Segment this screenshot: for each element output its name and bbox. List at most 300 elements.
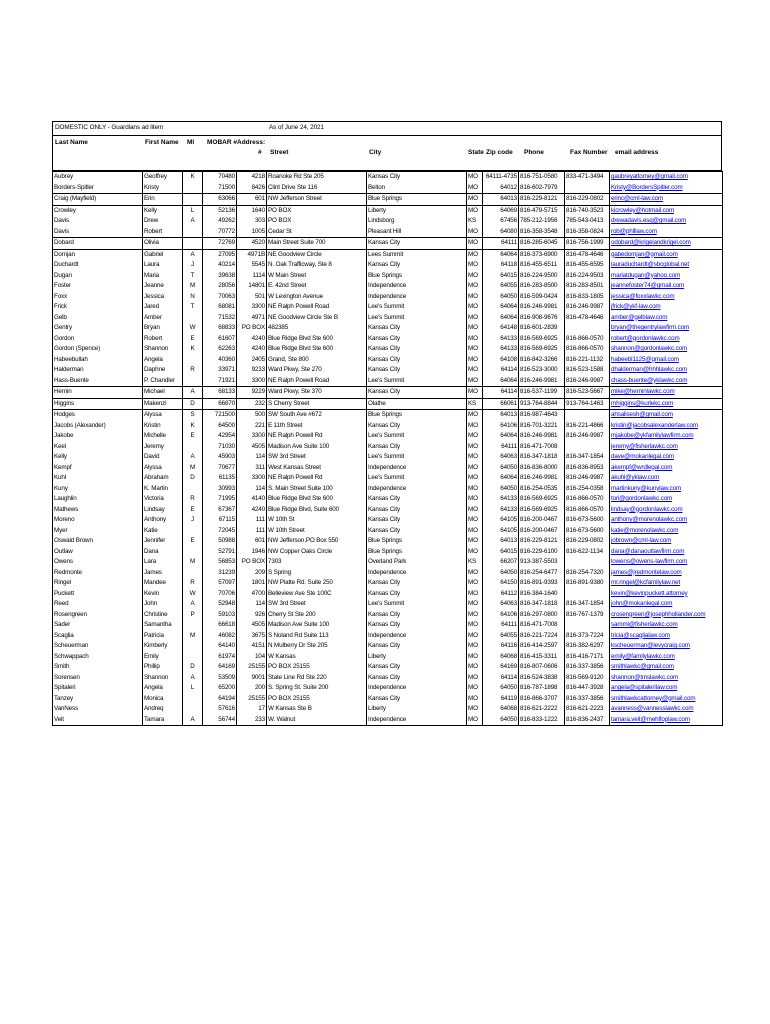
cell-mi — [183, 238, 203, 250]
cell-city: Kansas City — [367, 641, 467, 652]
cell-fax: 816-337-3856 — [565, 662, 610, 673]
cell-fax: 785-543-0413 — [565, 216, 610, 227]
cell-mobar: 59103 — [203, 610, 237, 621]
cell-street: NE Goodview Circle Ste B — [267, 313, 367, 324]
sheet-title: DOMESTIC ONLY - Guardians ad litem — [55, 124, 164, 131]
cell-street-number: 303 — [237, 216, 267, 227]
cell-mobar: 72045 — [203, 526, 237, 537]
cell-state: MO — [467, 292, 483, 303]
guardians-table — [52, 171, 723, 726]
table-row — [53, 715, 723, 726]
cell-email[interactable]: akempf@wrdlegal.com — [611, 463, 673, 471]
cell-street: PO BOX 25155 — [267, 694, 367, 705]
cell-email[interactable]: ahsalisesh@gmail.com — [610, 410, 723, 421]
cell-last-name: Davis — [53, 216, 143, 227]
cell-city: Lee's Summit — [367, 376, 467, 387]
cell-fax: 833-471-3494 — [565, 172, 610, 183]
table-row — [53, 292, 723, 303]
cell-fax — [565, 442, 610, 453]
cell-mi: R — [183, 365, 203, 376]
cell-street-number: 209 — [237, 568, 267, 579]
cell-zip: 64133 — [483, 344, 519, 355]
cell-fax: 816-740-3523 — [565, 205, 610, 216]
cell-email[interactable]: dhalderman@hhhlawkc.com — [611, 366, 688, 374]
cell-street-number: 4971B — [237, 249, 267, 260]
cell-mobar: 65200 — [203, 683, 237, 694]
cell-last-name: Redmonte — [53, 568, 143, 579]
cell-zip: 64050 — [483, 568, 519, 579]
cell-email[interactable]: james@jredmontelaw.com — [611, 568, 682, 576]
cell-first-name: Victoria — [143, 494, 183, 505]
cell-street: Grand, Ste 800 — [267, 355, 367, 366]
cell-mobar: 50988 — [203, 536, 237, 547]
cell-street-number: 601 — [237, 194, 267, 206]
cell-last-name: Hernin — [53, 387, 143, 399]
cell-zip: 64050 — [483, 683, 519, 694]
cell-first-name: Monica — [143, 694, 183, 705]
cell-street-number: 3300 — [237, 376, 267, 387]
column-header-row — [52, 136, 722, 171]
cell-state: MO — [467, 463, 483, 474]
cell-email[interactable]: erinc@cml-law.com — [610, 194, 723, 206]
cell-zip: 64133 — [483, 505, 519, 516]
table-row — [53, 205, 723, 216]
cell-first-name: Shannon — [143, 344, 183, 355]
cell-phone: 816-254-6477 — [519, 568, 565, 579]
cell-city: Blue Springs — [367, 410, 467, 421]
cell-email[interactable]: sammi@fisherlawkc.com — [611, 621, 678, 629]
table-row — [53, 216, 723, 227]
cell-mi: K — [183, 172, 203, 183]
cell-first-name: Jeremy — [143, 442, 183, 453]
cell-email[interactable]: shannon@tmslawkc.com — [611, 673, 679, 681]
cell-street: Cedar St — [267, 227, 367, 238]
cell-fax: 816-478-4646 — [565, 313, 610, 324]
cell-street-number: 114 — [237, 452, 267, 463]
cell-city: Kansas City — [367, 442, 467, 453]
cell-last-name: Jacobs (Alexander) — [53, 421, 143, 432]
cell-zip: 64106 — [483, 421, 519, 432]
table-row — [53, 683, 723, 694]
cell-email[interactable]: anthony@morenolawkc.com — [611, 516, 688, 524]
col-mobar: MOBAR # — [207, 139, 237, 146]
cell-street: West Kansas Street — [267, 463, 367, 474]
cell-street: Roanoke Rd Ste 205 — [267, 172, 367, 183]
cell-phone: 816-621-2222 — [519, 704, 565, 715]
cell-zip: 66207 — [483, 557, 519, 568]
cell-first-name: Patricia — [143, 631, 183, 642]
cell-email[interactable]: shannon@gordonlawkc.com — [611, 345, 688, 353]
cell-last-name: Smith — [53, 662, 143, 673]
cell-zip: 64118 — [483, 260, 519, 271]
table-row — [53, 260, 723, 271]
table-row — [53, 526, 723, 537]
cell-first-name: Jennifer — [143, 536, 183, 547]
cell-email[interactable]: kristin@jacobsalexanderlaw.com — [611, 421, 698, 429]
cell-first-name: Geoffrey — [143, 172, 183, 183]
cell-phone: 816-842-3266 — [519, 355, 565, 366]
cell-city: Lee's Summit — [367, 313, 467, 324]
cell-last-name: Myer — [53, 526, 143, 537]
cell-email[interactable]: lindsay@gordonlawkc.com — [611, 505, 683, 513]
cell-state: MO — [467, 410, 483, 421]
cell-fax: 816-523-5667 — [565, 387, 610, 399]
table-row — [53, 442, 723, 453]
cell-state: MO — [467, 662, 483, 673]
cell-email[interactable]: john@mokanlegal.com — [611, 600, 673, 608]
cell-street-number: 1946 — [237, 547, 267, 558]
cell-email[interactable]: emily@familylawkc.com — [611, 652, 675, 660]
cell-mi: P — [183, 610, 203, 621]
cell-street: S Spring — [267, 568, 367, 579]
cell-first-name: John — [143, 599, 183, 610]
cell-street-number: 3300 — [237, 431, 267, 442]
cell-mobar: 42954 — [203, 431, 237, 442]
cell-street-number: 9233 — [237, 365, 267, 376]
cell-mi: A — [183, 387, 203, 399]
cell-email[interactable]: gaubreyattorney@gmail.com — [610, 172, 723, 183]
cell-mi: T — [183, 302, 203, 313]
cell-first-name: P. Chandler — [143, 376, 183, 387]
cell-street-number: 111 — [237, 515, 267, 526]
cell-mobar: 64140 — [203, 641, 237, 652]
cell-first-name: Phillip — [143, 662, 183, 673]
cell-city: Independence — [367, 715, 467, 726]
cell-email[interactable]: mr.ringel@kcfamilylaw.net — [611, 579, 681, 587]
cell-state: MO — [467, 387, 483, 399]
cell-first-name: Jeanne — [143, 281, 183, 292]
cell-zip: 64015 — [483, 271, 519, 282]
cell-street: W. Walnut — [267, 715, 367, 726]
cell-phone: 816-601-2839 — [519, 323, 565, 334]
cell-fax: 816-246-9987 — [565, 431, 610, 442]
cell-first-name: David — [143, 452, 183, 463]
cell-street-number: 4240 — [237, 334, 267, 345]
cell-street: SW South Ave #672 — [267, 410, 367, 421]
table-row — [53, 344, 723, 355]
cell-phone: 816-569-6925 — [519, 494, 565, 505]
cell-state: MO — [467, 631, 483, 642]
cell-email[interactable]: jfrick@ykf-law.com — [611, 303, 661, 311]
cell-fax: 816-246-9987 — [565, 302, 610, 313]
cell-phone: 816-246-9981 — [519, 473, 565, 484]
cell-email[interactable]: dana@danaoutlawfirm.com — [611, 547, 685, 555]
cell-mobar: 40360 — [203, 355, 237, 366]
cell-city: Lee's Summit — [367, 473, 467, 484]
cell-zip: 64064 — [483, 313, 519, 324]
cell-phone: 913-387-5503 — [519, 557, 565, 568]
cell-state: MO — [467, 484, 483, 495]
cell-state: MO — [467, 313, 483, 324]
cell-mi: M — [183, 631, 203, 642]
cell-first-name: Gabriel — [143, 249, 183, 260]
cell-fax: 816-866-0570 — [565, 344, 610, 355]
cell-mobar: 71030 — [203, 442, 237, 453]
table-row — [53, 536, 723, 547]
cell-email[interactable]: kevin@kevinpuckett.attorney — [611, 589, 688, 597]
cell-mi — [183, 620, 203, 631]
cell-city: Kansas City — [367, 260, 467, 271]
cell-zip: 64112 — [483, 589, 519, 600]
cell-last-name: Oswald Brown — [53, 536, 143, 547]
cell-street-number: 1114 — [237, 271, 267, 282]
cell-street-number: 3300 — [237, 473, 267, 484]
table-row — [53, 281, 723, 292]
cell-last-name: Gentry — [53, 323, 143, 334]
table-row — [53, 589, 723, 600]
cell-street: NW Copper Oaks Circle — [267, 547, 367, 558]
cell-first-name: Maria — [143, 271, 183, 282]
cell-email[interactable]: robert@gordonlawkc.com — [611, 334, 680, 342]
cell-mi: M — [183, 557, 203, 568]
cell-mobar: 53509 — [203, 673, 237, 684]
cell-email[interactable]: crosengreen@josephhollander.com — [611, 610, 706, 618]
table-row — [53, 227, 723, 238]
cell-fax — [565, 589, 610, 600]
cell-phone: 816-283-8500 — [519, 281, 565, 292]
cell-fax: 816-347-1854 — [565, 599, 610, 610]
cell-last-name: Sader — [53, 620, 143, 631]
cell-email[interactable]: bryan@thegentrylawfirm.com — [611, 324, 690, 332]
cell-email[interactable]: tamara.veit@mehlfoplaw.com — [611, 715, 690, 723]
cell-email[interactable]: dave@mokanlegal.com — [611, 453, 675, 461]
cell-email[interactable]: smithlawkc@gmail.com — [611, 663, 674, 671]
cell-email[interactable]: odobard@krigelandkrigel.com — [610, 238, 723, 250]
cell-street-number: 9001 — [237, 673, 267, 684]
cell-fax: 816-224-9503 — [565, 271, 610, 282]
cell-street-number: 4140 — [237, 494, 267, 505]
cell-mi: K — [183, 421, 203, 432]
cell-first-name: Daphne — [143, 365, 183, 376]
table-row — [53, 557, 723, 568]
cell-last-name: Moreno — [53, 515, 143, 526]
cell-zip: 64111-4735 — [483, 172, 519, 183]
col-mi: MI — [187, 139, 195, 146]
cell-street-number: 14801 — [237, 281, 267, 292]
cell-mi: D — [183, 398, 203, 410]
cell-city: Kansas City — [367, 323, 467, 334]
cell-mi — [183, 484, 203, 495]
cell-last-name: Puckett — [53, 589, 143, 600]
cell-email[interactable]: Kristy@BordersSpitler.com — [611, 183, 683, 191]
cell-phone: 816-254-0535 — [519, 484, 565, 495]
cell-city: Kansas City — [367, 505, 467, 516]
cell-state: MO — [467, 431, 483, 442]
cell-last-name: Crowley — [53, 205, 143, 216]
cell-zip: 64116 — [483, 641, 519, 652]
cell-fax: 816-347-1854 — [565, 452, 610, 463]
cell-city: Independence — [367, 568, 467, 579]
cell-mobar: 52948 — [203, 599, 237, 610]
cell-email[interactable]: tori@gordonlawkc.com — [611, 495, 673, 503]
cell-phone: 816-373-6900 — [519, 249, 565, 260]
cell-phone: 785-212-1956 — [519, 216, 565, 227]
cell-street: Cherry St Ste 200 — [267, 610, 367, 621]
cell-email[interactable]: jeremy@fisherlawkc.com — [611, 442, 678, 450]
table-row — [53, 271, 723, 282]
cell-zip: 64055 — [483, 631, 519, 642]
cell-email[interactable]: drewadavis.esq@gmail.com — [611, 217, 687, 225]
cell-city: Kansas City — [367, 494, 467, 505]
cell-city: Independence — [367, 292, 467, 303]
cell-mobar: 61607 — [203, 334, 237, 345]
cell-last-name: Spitaleri — [53, 683, 143, 694]
cell-email[interactable]: akuhl@yklaw.com — [611, 474, 660, 482]
cell-mobar: 64194 — [203, 694, 237, 705]
cell-state: MO — [467, 344, 483, 355]
cell-mi: S — [183, 410, 203, 421]
cell-email[interactable]: tricia@scaglialaw.com — [611, 631, 670, 639]
cell-street-number: 4700 — [237, 589, 267, 600]
cell-city: Independence — [367, 631, 467, 642]
cell-mi: M — [183, 463, 203, 474]
cell-last-name: Mathews — [53, 505, 143, 516]
cell-fax: 816-622-1134 — [565, 547, 610, 558]
cell-email[interactable]: katie@morenolawkc.com — [611, 526, 679, 534]
cell-phone: 816-807-0606 — [519, 662, 565, 673]
cell-email[interactable]: martinkuny@kunylaw.com — [611, 484, 681, 492]
cell-city: Liberty — [367, 704, 467, 715]
cell-email[interactable]: amber@gelblaw.com — [611, 313, 668, 321]
cell-email[interactable]: jeannefoster74@gmail.com — [611, 282, 685, 290]
cell-email[interactable]: jessica@foxxlawkc.com — [611, 292, 675, 300]
cell-first-name: Dana — [143, 547, 183, 558]
cell-email[interactable]: rob@phlllaw.com — [611, 227, 657, 235]
cell-last-name: Scaglia — [53, 631, 143, 642]
cell-last-name: Gelb — [53, 313, 143, 324]
table-row — [53, 599, 723, 610]
cell-state: MO — [467, 355, 483, 366]
cell-city: Kansas City — [367, 365, 467, 376]
cell-zip: 64068 — [483, 704, 519, 715]
cell-zip: 64055 — [483, 281, 519, 292]
cell-email[interactable]: habeebl1125@gmail.com — [611, 355, 679, 363]
cell-street-number: PO BOX — [237, 557, 267, 568]
cell-first-name: Jessica — [143, 292, 183, 303]
cell-phone: 816-891-9393 — [519, 578, 565, 589]
cell-mobar: 67367 — [203, 505, 237, 516]
cell-mobar: 52791 — [203, 547, 237, 558]
cell-email[interactable]: mhiggins@kurlekc.com — [610, 398, 723, 410]
cell-email[interactable]: kscheuerman@levycraig.com — [611, 642, 690, 650]
cell-email[interactable]: avanness@vannesslawkc.com — [611, 705, 694, 713]
cell-mobar: 62263 — [203, 344, 237, 355]
cell-street: NE Ralph Powell Rd — [267, 431, 367, 442]
cell-email[interactable]: mjakobe@ykfamilylawfirm.com — [611, 432, 694, 440]
cell-zip: 64050 — [483, 292, 519, 303]
cell-street: Madison Ave Suite 100 — [267, 442, 367, 453]
cell-first-name: Alyssa — [143, 463, 183, 474]
cell-email[interactable]: smithlawkcattorney@gmail.com — [611, 694, 696, 702]
cell-street-number: 25155 — [237, 662, 267, 673]
cell-state: MO — [467, 715, 483, 726]
cell-phone: 816-414-2597 — [519, 641, 565, 652]
cell-phone: 816-701-3221 — [519, 421, 565, 432]
cell-email[interactable]: mike@herninlawkc.com — [610, 387, 723, 399]
table-row — [53, 410, 723, 421]
cell-city: Lees Summit — [367, 249, 467, 260]
cell-mobar: 70677 — [203, 463, 237, 474]
cell-first-name: Andreq — [143, 704, 183, 715]
cell-city: Lindsborg — [367, 216, 467, 227]
cell-last-name: Duchardt — [53, 260, 143, 271]
cell-phone: 816-751-0580 — [519, 172, 565, 183]
cell-last-name: Gordon (Spence) — [53, 344, 143, 355]
cell-email[interactable]: lauraduchardt@sbcglobal.net — [611, 261, 689, 269]
cell-fax: 816-229-0802 — [565, 194, 610, 206]
table-row — [53, 473, 723, 484]
cell-street: W Lexington Avenue — [267, 292, 367, 303]
cell-email[interactable]: mariatdugan@yahoo.com — [611, 271, 681, 279]
cell-phone: 816-602-7979 — [519, 183, 565, 194]
cell-fax: 816-455-6595 — [565, 260, 610, 271]
cell-email[interactable]: chass-buente@yklawkc.com — [611, 376, 688, 384]
cell-city: Kansas City — [367, 578, 467, 589]
cell-email[interactable]: angela@spitalerilaw.com — [611, 684, 678, 692]
cell-mi — [183, 694, 203, 705]
cell-zip: 64064 — [483, 473, 519, 484]
cell-email[interactable]: lowens@owens-lawfirm.com — [611, 558, 688, 566]
cell-state: MO — [467, 205, 483, 216]
table-row — [53, 610, 723, 621]
cell-zip: 64012 — [483, 183, 519, 194]
cell-state: MO — [467, 302, 483, 313]
cell-last-name: Frick — [53, 302, 143, 313]
cell-state: MO — [467, 323, 483, 334]
cell-phone: 816-524-3838 — [519, 673, 565, 684]
cell-mi: A — [183, 715, 203, 726]
cell-zip: 67456 — [483, 216, 519, 227]
cell-phone: 816-297-0800 — [519, 610, 565, 621]
cell-street: 7303 — [267, 557, 367, 568]
cell-mobar: 52136 — [203, 205, 237, 216]
cell-last-name: Halderman — [53, 365, 143, 376]
cell-mi: E — [183, 431, 203, 442]
cell-phone: 816-347-1818 — [519, 599, 565, 610]
cell-zip: 64064 — [483, 376, 519, 387]
cell-mi: E — [183, 334, 203, 345]
table-row — [53, 302, 723, 313]
cell-last-name: Veit — [53, 715, 143, 726]
cell-fax — [565, 410, 610, 421]
table-row — [53, 249, 723, 260]
cell-city: Liberty — [367, 205, 467, 216]
cell-city: Olathe — [367, 398, 467, 410]
cell-email[interactable]: gabedomjan@gmail.com — [610, 249, 723, 260]
cell-last-name: Aubrey — [53, 172, 143, 183]
cell-email[interactable]: kicrowley@hotmail.com — [610, 205, 723, 216]
cell-mobar: 67115 — [203, 515, 237, 526]
cell-street-number: 1801 — [237, 578, 267, 589]
cell-mobar: 56853 — [203, 557, 237, 568]
cell-last-name: Craig (Mayfield) — [53, 194, 143, 206]
cell-street: S Cherry Street — [267, 398, 367, 410]
cell-email[interactable]: jobrown@cml-law.com — [611, 537, 672, 545]
cell-street: Blue Ridge Blvd Ste 600 — [267, 494, 367, 505]
cell-last-name: Habeebullah — [53, 355, 143, 366]
cell-last-name: Borders-Spitler — [53, 183, 143, 194]
cell-zip: 64111 — [483, 620, 519, 631]
cell-phone: 816-987-4643 — [519, 410, 565, 421]
cell-fax — [565, 620, 610, 631]
cell-mobar: 70063 — [203, 292, 237, 303]
cell-first-name: Anthony — [143, 515, 183, 526]
cell-street: N. Oak Trafficway, Ste 8 — [267, 260, 367, 271]
cell-mi — [183, 183, 203, 194]
cell-city: Blue Springs — [367, 194, 467, 206]
cell-street-number: 5545 — [237, 260, 267, 271]
cell-phone: 816-537-1199 — [519, 387, 565, 399]
